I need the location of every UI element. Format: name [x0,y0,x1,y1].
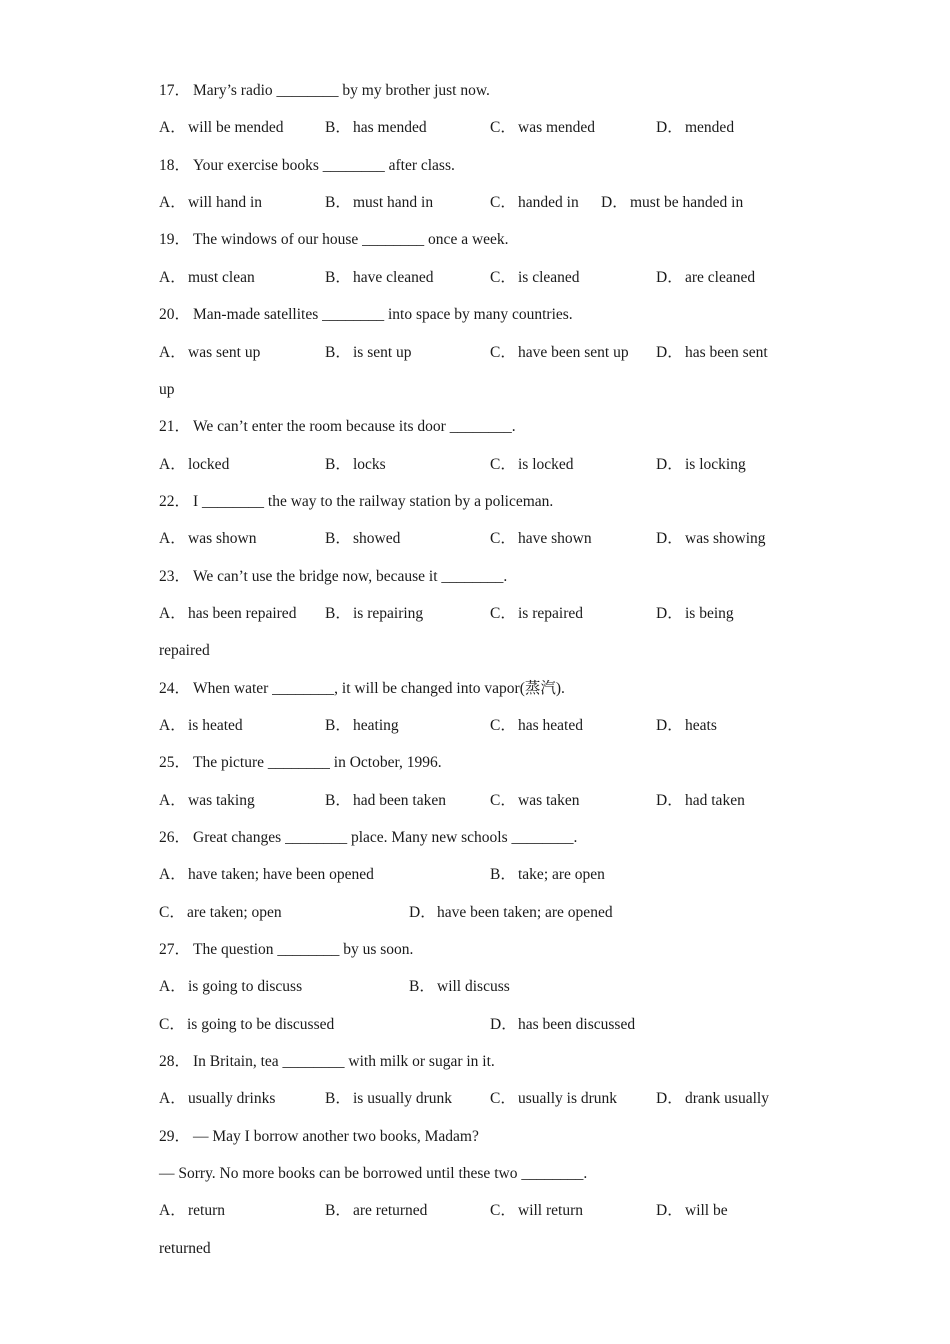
question-text: The windows of our house ________ once a week. [193,231,509,248]
option-text: is going to discuss [188,978,303,995]
option-text: was mended [518,119,596,136]
options-row [0,1086,950,1112]
option-text: will discuss [437,978,510,995]
option-letter: D． [656,456,683,473]
question-number: 25． [159,754,191,771]
option-text: is going to be discussed [187,1016,335,1033]
question-text: We can’t enter the room because its door ________. [193,418,516,435]
question-text: In Britain, tea ________ with milk or sugar in it. [193,1053,495,1070]
option-text: will return [518,1202,583,1219]
option-text: locks [353,456,386,473]
option-letter: B． [325,1202,351,1219]
option-text: had taken [685,792,745,809]
options-row [0,265,950,291]
question-text: The question ________ by us soon. [193,941,414,958]
option-letter: D． [409,904,436,921]
option-letter: A． [159,978,186,995]
question-stem-continued [0,1161,950,1187]
options-row [0,526,950,552]
option-text: will be [685,1202,728,1219]
option-letter: D． [656,1090,683,1107]
option-wrap-line [0,638,950,664]
option-letter: B． [325,344,351,361]
question-number: 28． [159,1053,191,1070]
option-text: are returned [353,1202,428,1219]
option-text: was taken [518,792,580,809]
option-letter: B． [490,866,516,883]
option-letter: A． [159,792,186,809]
option-text: has been sent [685,344,768,361]
question-stem [0,489,950,515]
option-text: has mended [353,119,427,136]
question-stem [0,227,950,253]
option-text: is heated [188,717,243,734]
question-text: I ________ the way to the railway station by a policeman. [193,493,554,510]
option-letter: D． [656,792,683,809]
option-letter: D． [656,605,683,622]
options-row [0,788,950,814]
question-number: 22． [159,493,191,510]
option-text: have shown [518,530,592,547]
option-letter: C． [490,456,516,473]
option-text-continued: returned [159,1240,211,1257]
question-text: Your exercise books ________ after class. [193,157,455,174]
option-text: have cleaned [353,269,434,286]
option-letter: A． [159,119,186,136]
option-text: is cleaned [518,269,580,286]
option-text: had been taken [353,792,446,809]
option-text: heating [353,717,399,734]
question-stem [0,676,950,702]
option-letter: B． [325,456,351,473]
question-stem [0,750,950,776]
options-row [0,1198,950,1224]
question-text: Mary’s radio ________ by my brother just now. [193,82,490,99]
option-letter: C． [490,269,516,286]
question-text: When water ________, it will be changed into vapor(蒸汽). [193,680,565,697]
option-text-continued: up [159,381,175,398]
question-text: — May I borrow another two books, Madam? [193,1128,479,1145]
option-wrap-line [0,1236,950,1262]
option-letter: C． [159,1016,185,1033]
option-letter: C． [490,194,516,211]
question-stem [0,564,950,590]
options-row [0,340,950,366]
options-row [0,601,950,627]
option-text: are taken; open [187,904,282,921]
option-text: is locked [518,456,574,473]
option-letter: D． [656,119,683,136]
option-letter: D． [490,1016,517,1033]
option-letter: D． [656,1202,683,1219]
option-text: has been repaired [188,605,297,622]
option-letter: B． [325,1090,351,1107]
question-stem [0,1124,950,1150]
option-text: is repaired [518,605,583,622]
option-text: was taking [188,792,255,809]
option-text: handed in [518,194,579,211]
option-wrap-line [0,377,950,403]
option-letter: B． [325,269,351,286]
option-letter: C． [490,605,516,622]
option-text: has been discussed [518,1016,636,1033]
option-letter: A． [159,605,186,622]
question-number: 24． [159,680,191,697]
question-number: 27． [159,941,191,958]
question-number: 23． [159,568,191,585]
question-stem [0,414,950,440]
option-letter: D． [656,717,683,734]
option-text: have taken; have been opened [188,866,374,883]
option-text: drank usually [685,1090,769,1107]
option-letter: A． [159,269,186,286]
option-letter: A． [159,456,186,473]
option-letter: B． [325,717,351,734]
option-text: mended [685,119,735,136]
option-letter: A． [159,1090,186,1107]
option-text: will hand in [188,194,263,211]
option-letter: C． [490,792,516,809]
option-letter: B． [325,792,351,809]
options-row [0,974,950,1000]
question-number: 26． [159,829,191,846]
question-text: Great changes ________ place. Many new schools ________. [193,829,578,846]
option-letter: B． [325,530,351,547]
question-stem [0,1049,950,1075]
question-stem [0,825,950,851]
option-text: is sent up [353,344,412,361]
question-number: 19． [159,231,191,248]
options-row [0,115,950,141]
option-text: have been sent up [518,344,629,361]
options-row [0,452,950,478]
option-letter: D． [601,194,628,211]
question-text: We can’t use the bridge now, because it ________. [193,568,508,585]
option-letter: A． [159,1202,186,1219]
option-letter: A． [159,344,186,361]
option-text: locked [188,456,230,473]
option-letter: B． [325,119,351,136]
option-text: must hand in [353,194,434,211]
option-letter: C． [490,530,516,547]
question-text: Man-made satellites ________ into space by many countries. [193,306,573,323]
option-text: must be handed in [630,194,744,211]
option-letter: C． [490,1202,516,1219]
option-letter: C． [490,344,516,361]
options-row [0,900,950,926]
option-text: usually drinks [188,1090,276,1107]
question-stem [0,153,950,179]
option-text: showed [353,530,401,547]
question-text: The picture ________ in October, 1996. [193,754,442,771]
option-text: is usually drunk [353,1090,453,1107]
option-letter: A． [159,866,186,883]
option-text: was sent up [188,344,261,361]
option-letter: B． [325,194,351,211]
option-text: heats [685,717,717,734]
option-text: return [188,1202,226,1219]
option-text: is repairing [353,605,424,622]
question-number: 20． [159,306,191,323]
option-letter: C． [490,717,516,734]
option-letter: A． [159,530,186,547]
option-letter: C． [490,119,516,136]
dialogue-reply: — Sorry. No more books can be borrowed until these two ________. [159,1165,588,1182]
option-text: are cleaned [685,269,756,286]
option-text: has heated [518,717,583,734]
options-row [0,190,950,216]
option-letter: B． [325,605,351,622]
option-letter: D． [656,269,683,286]
question-number: 18． [159,157,191,174]
option-letter: C． [490,1090,516,1107]
option-text: will be mended [188,119,284,136]
option-text: must clean [188,269,255,286]
option-text: usually is drunk [518,1090,618,1107]
question-stem [0,78,950,104]
option-text: is being [685,605,734,622]
option-letter: C． [159,904,185,921]
option-letter: A． [159,717,186,734]
options-row [0,862,950,888]
options-row [0,1012,950,1038]
option-letter: B． [409,978,435,995]
question-number: 21． [159,418,191,435]
option-text: was showing [685,530,766,547]
question-stem [0,937,950,963]
question-stem [0,302,950,328]
option-text: take; are open [518,866,605,883]
option-letter: D． [656,344,683,361]
option-letter: A． [159,194,186,211]
option-text: have been taken; are opened [437,904,613,921]
options-row [0,713,950,739]
option-letter: D． [656,530,683,547]
option-text-continued: repaired [159,642,210,659]
option-text: is locking [685,456,746,473]
option-text: was shown [188,530,257,547]
question-number: 17． [159,82,191,99]
question-number: 29． [159,1128,191,1145]
